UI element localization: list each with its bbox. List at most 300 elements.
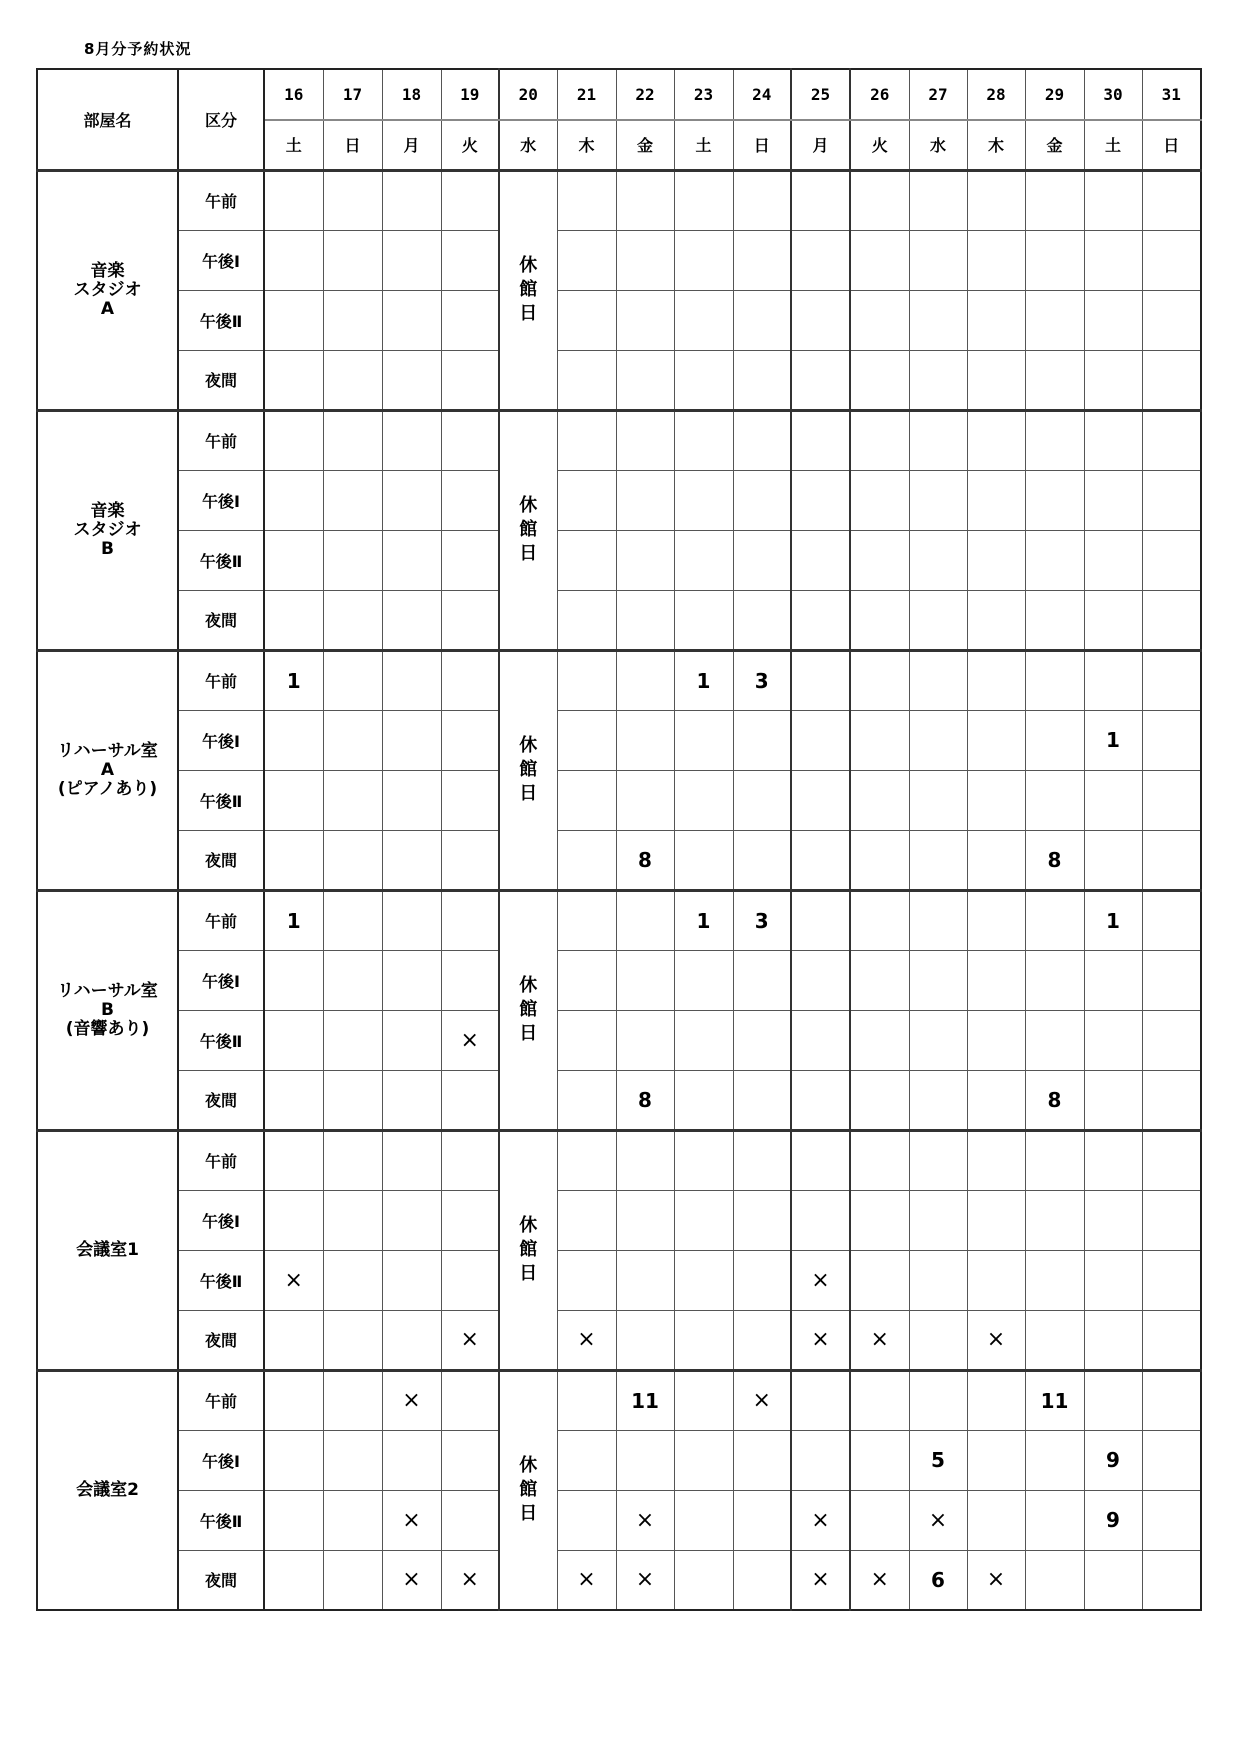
reservation-cell xyxy=(733,950,791,1010)
reservation-cell xyxy=(1025,650,1084,710)
room-name-line: A xyxy=(100,759,115,780)
reservation-cell: × xyxy=(616,1490,674,1550)
reservation-cell xyxy=(264,1190,323,1250)
reservation-cell xyxy=(733,1250,791,1310)
page-title: 8月分予約状況 xyxy=(84,40,192,58)
reservation-cell xyxy=(616,1250,674,1310)
reservation-cell xyxy=(441,1190,499,1250)
reservation-cell xyxy=(557,170,616,230)
time-slot-label: 午前 xyxy=(178,1130,264,1190)
date-header: 20 xyxy=(499,69,557,120)
reservation-cell xyxy=(791,1070,850,1130)
table-row xyxy=(37,1130,1201,1190)
reservation-cell xyxy=(850,650,909,710)
reservation-cell xyxy=(382,590,441,650)
reservation-cell xyxy=(733,1070,791,1130)
reservation-cell xyxy=(850,1250,909,1310)
reservation-cell: 1 xyxy=(1084,890,1142,950)
table-row xyxy=(37,1370,1201,1430)
reservation-cell xyxy=(1142,890,1201,950)
reservation-cell xyxy=(967,1070,1025,1130)
reservation-cell: 11 xyxy=(616,1370,674,1430)
reservation-cell xyxy=(850,410,909,470)
table-row xyxy=(37,1250,1201,1310)
reservation-cell xyxy=(909,530,967,590)
reservation-cell xyxy=(557,410,616,470)
reservation-cell xyxy=(850,1190,909,1250)
date-header: 29 xyxy=(1025,69,1084,120)
reservation-cell xyxy=(557,1010,616,1070)
table-row xyxy=(37,1430,1201,1490)
reservation-cell xyxy=(323,830,382,890)
reservation-cell xyxy=(967,230,1025,290)
reservation-cell xyxy=(1084,590,1142,650)
reservation-cell xyxy=(441,1490,499,1550)
reservation-cell xyxy=(441,1070,499,1130)
time-slot-label: 午後Ⅱ xyxy=(178,1490,264,1550)
reservation-cell xyxy=(1084,1130,1142,1190)
reservation-cell xyxy=(674,350,733,410)
reservation-cell xyxy=(1025,470,1084,530)
reservation-cell xyxy=(441,890,499,950)
reservation-cell xyxy=(1084,770,1142,830)
closed-day-char: 休 xyxy=(519,495,538,516)
time-slot-label: 午後Ⅱ xyxy=(178,290,264,350)
reservation-cell xyxy=(850,470,909,530)
reservation-cell xyxy=(323,950,382,1010)
reservation-cell xyxy=(1084,1310,1142,1370)
reservation-cell xyxy=(441,1130,499,1190)
reservation-cell xyxy=(909,830,967,890)
reservation-cell xyxy=(967,830,1025,890)
slot-column-header: 区分 xyxy=(178,69,264,170)
time-slot-label: 午前 xyxy=(178,890,264,950)
time-slot-label: 午前 xyxy=(178,410,264,470)
reservation-cell xyxy=(264,1370,323,1430)
reservation-cell xyxy=(733,770,791,830)
reservation-cell xyxy=(1142,1490,1201,1550)
reservation-cell: 1 xyxy=(264,650,323,710)
reservation-cell xyxy=(1025,1550,1084,1610)
reservation-cell xyxy=(323,1250,382,1310)
reservation-cell xyxy=(909,1310,967,1370)
reservation-cell xyxy=(382,230,441,290)
reservation-cell xyxy=(1084,230,1142,290)
time-slot-label: 夜間 xyxy=(178,1070,264,1130)
reservation-cell xyxy=(616,530,674,590)
reservation-cell xyxy=(441,1430,499,1490)
weekday-header: 土 xyxy=(1084,120,1142,170)
reservation-cell xyxy=(1142,1250,1201,1310)
reservation-cell xyxy=(733,350,791,410)
reservation-cell: × xyxy=(441,1550,499,1610)
date-header: 17 xyxy=(323,69,382,120)
reservation-cell xyxy=(674,710,733,770)
closed-day-char: 日 xyxy=(519,783,538,804)
reservation-cell xyxy=(323,1010,382,1070)
reservation-cell: × xyxy=(382,1490,441,1550)
table-row xyxy=(37,290,1201,350)
reservation-cell xyxy=(1025,530,1084,590)
reservation-cell: × xyxy=(441,1010,499,1070)
reservation-cell xyxy=(850,1370,909,1430)
reservation-cell xyxy=(557,1130,616,1190)
reservation-cell xyxy=(733,710,791,770)
reservation-cell xyxy=(967,1250,1025,1310)
reservation-cell xyxy=(850,1130,909,1190)
reservation-cell: 8 xyxy=(616,830,674,890)
reservation-cell xyxy=(909,590,967,650)
reservation-cell: 3 xyxy=(733,650,791,710)
date-header: 26 xyxy=(850,69,909,120)
reservation-cell xyxy=(1084,410,1142,470)
table-row xyxy=(37,650,1201,710)
reservation-cell xyxy=(967,1370,1025,1430)
closed-day-char: 日 xyxy=(519,1503,538,1525)
reservation-cell xyxy=(441,470,499,530)
reservation-cell xyxy=(264,770,323,830)
reservation-cell xyxy=(967,650,1025,710)
room-column-header: 部屋名 xyxy=(37,69,178,170)
reservation-cell xyxy=(909,1070,967,1130)
closed-day-cell xyxy=(499,1370,557,1610)
reservation-cell xyxy=(557,770,616,830)
closed-day-char: 館 xyxy=(519,1239,538,1260)
reservation-cell xyxy=(264,1010,323,1070)
reservation-cell xyxy=(674,590,733,650)
reservation-cell xyxy=(1025,890,1084,950)
reservation-cell xyxy=(1142,1130,1201,1190)
room-name xyxy=(37,410,178,650)
closed-day-cell xyxy=(499,410,557,650)
reservation-cell xyxy=(382,1130,441,1190)
closed-day-char: 館 xyxy=(519,999,538,1020)
weekday-header: 日 xyxy=(1142,120,1201,170)
reservation-cell xyxy=(1025,1310,1084,1370)
time-slot-label: 午後Ⅰ xyxy=(178,710,264,770)
reservation-cell xyxy=(264,530,323,590)
reservation-cell xyxy=(557,950,616,1010)
reservation-cell xyxy=(1025,590,1084,650)
reservation-cell xyxy=(850,1070,909,1130)
table-row xyxy=(37,770,1201,830)
date-header: 22 xyxy=(616,69,674,120)
reservation-cell xyxy=(557,650,616,710)
room-name-line: 音楽 xyxy=(90,260,125,281)
weekday-header: 金 xyxy=(1025,120,1084,170)
table-row xyxy=(37,410,1201,470)
reservation-cell xyxy=(791,950,850,1010)
reservation-cell xyxy=(323,230,382,290)
reservation-cell xyxy=(1084,170,1142,230)
reservation-cell xyxy=(1142,1370,1201,1430)
reservation-cell xyxy=(557,890,616,950)
table-row xyxy=(37,710,1201,770)
reservation-cell xyxy=(323,1070,382,1130)
reservation-cell xyxy=(674,170,733,230)
reservation-cell xyxy=(1084,530,1142,590)
reservation-cell xyxy=(264,1490,323,1550)
reservation-cell: × xyxy=(850,1550,909,1610)
reservation-cell xyxy=(323,530,382,590)
reservation-cell xyxy=(557,350,616,410)
reservation-cell xyxy=(1084,290,1142,350)
date-header: 18 xyxy=(382,69,441,120)
weekday-header: 月 xyxy=(382,120,441,170)
reservation-cell xyxy=(441,650,499,710)
reservation-cell xyxy=(791,1130,850,1190)
reservation-cell xyxy=(323,590,382,650)
reservation-cell xyxy=(441,350,499,410)
reservation-cell: 8 xyxy=(1025,830,1084,890)
reservation-cell xyxy=(323,1190,382,1250)
date-header: 25 xyxy=(791,69,850,120)
weekday-header: 水 xyxy=(909,120,967,170)
reservation-cell xyxy=(616,1430,674,1490)
reservation-cell xyxy=(909,890,967,950)
time-slot-label: 夜間 xyxy=(178,1310,264,1370)
reservation-cell xyxy=(441,170,499,230)
reservation-cell xyxy=(1142,1310,1201,1370)
reservation-cell xyxy=(791,650,850,710)
table-row xyxy=(37,890,1201,950)
reservation-cell xyxy=(674,1130,733,1190)
table-row xyxy=(37,830,1201,890)
reservation-cell xyxy=(791,170,850,230)
date-header: 23 xyxy=(674,69,733,120)
reservation-cell xyxy=(382,170,441,230)
reservation-cell xyxy=(382,530,441,590)
reservation-cell: × xyxy=(557,1310,616,1370)
reservation-cell xyxy=(382,950,441,1010)
reservation-cell xyxy=(1142,1010,1201,1070)
reservation-cell xyxy=(967,1190,1025,1250)
reservation-cell xyxy=(264,710,323,770)
reservation-cell xyxy=(264,590,323,650)
reservation-cell xyxy=(674,770,733,830)
weekday-header: 日 xyxy=(323,120,382,170)
reservation-cell xyxy=(1142,830,1201,890)
time-slot-label: 午後Ⅰ xyxy=(178,470,264,530)
reservation-cell xyxy=(967,530,1025,590)
reservation-cell xyxy=(850,890,909,950)
reservation-cell xyxy=(674,1550,733,1610)
reservation-cell: × xyxy=(382,1550,441,1610)
reservation-cell xyxy=(967,1430,1025,1490)
reservation-cell xyxy=(323,1550,382,1610)
table-row xyxy=(37,470,1201,530)
reservation-cell xyxy=(791,590,850,650)
reservation-cell xyxy=(264,830,323,890)
reservation-cell xyxy=(967,290,1025,350)
time-slot-label: 午後Ⅰ xyxy=(178,950,264,1010)
closed-day-char: 休 xyxy=(519,1455,538,1477)
reservation-cell xyxy=(674,1250,733,1310)
reservation-cell xyxy=(441,830,499,890)
reservation-cell xyxy=(850,350,909,410)
reservation-cell xyxy=(1084,470,1142,530)
weekday-header: 金 xyxy=(616,120,674,170)
reservation-cell xyxy=(674,1190,733,1250)
room-name xyxy=(37,650,178,890)
reservation-cell xyxy=(616,770,674,830)
time-slot-label: 午前 xyxy=(178,170,264,230)
reservation-cell xyxy=(557,1490,616,1550)
reservation-cell xyxy=(323,770,382,830)
reservation-cell xyxy=(557,1250,616,1310)
reservation-cell: × xyxy=(850,1310,909,1370)
reservation-cell xyxy=(323,1430,382,1490)
reservation-cell xyxy=(674,410,733,470)
reservation-cell xyxy=(674,1310,733,1370)
reservation-cell xyxy=(616,170,674,230)
reservation-cell xyxy=(616,1310,674,1370)
reservation-cell xyxy=(1142,530,1201,590)
reservation-cell xyxy=(382,1010,441,1070)
time-slot-label: 午後Ⅰ xyxy=(178,1430,264,1490)
reservation-cell xyxy=(1142,350,1201,410)
reservation-cell xyxy=(909,950,967,1010)
reservation-cell xyxy=(967,1490,1025,1550)
reservation-cell xyxy=(791,1010,850,1070)
reservation-cell xyxy=(557,710,616,770)
room-name-line: (ピアノあり) xyxy=(57,778,158,799)
reservation-cell: × xyxy=(791,1490,850,1550)
reservation-cell xyxy=(557,1430,616,1490)
reservation-cell xyxy=(441,950,499,1010)
closed-day-cell xyxy=(499,1130,557,1370)
reservation-cell xyxy=(1025,290,1084,350)
table-row xyxy=(37,1010,1201,1070)
reservation-cell xyxy=(1142,1070,1201,1130)
reservation-cell xyxy=(264,1310,323,1370)
schedule-body xyxy=(37,170,1201,1610)
weekday-header: 木 xyxy=(967,120,1025,170)
table-row xyxy=(37,950,1201,1010)
room-name-line: スタジオ xyxy=(73,519,142,540)
reservation-cell xyxy=(1084,1010,1142,1070)
reservation-cell xyxy=(264,1430,323,1490)
reservation-cell xyxy=(733,530,791,590)
reservation-cell xyxy=(264,1070,323,1130)
reservation-cell xyxy=(441,1370,499,1430)
reservation-cell xyxy=(382,410,441,470)
closed-day-cell xyxy=(499,890,557,1130)
reservation-cell xyxy=(616,290,674,350)
reservation-cell xyxy=(1025,1490,1084,1550)
reservation-cell xyxy=(909,290,967,350)
date-header: 21 xyxy=(557,69,616,120)
reservation-cell xyxy=(967,1130,1025,1190)
reservation-cell xyxy=(1025,710,1084,770)
reservation-cell xyxy=(557,1370,616,1430)
reservation-cell xyxy=(616,590,674,650)
reservation-cell xyxy=(909,1190,967,1250)
reservation-cell: × xyxy=(616,1550,674,1610)
closed-day-char: 休 xyxy=(519,975,538,996)
date-header: 16 xyxy=(264,69,323,120)
reservation-cell xyxy=(441,230,499,290)
reservation-cell xyxy=(557,530,616,590)
reservation-cell xyxy=(323,710,382,770)
weekday-header: 月 xyxy=(791,120,850,170)
reservation-cell xyxy=(674,290,733,350)
reservation-cell xyxy=(967,890,1025,950)
time-slot-label: 夜間 xyxy=(178,1550,264,1610)
time-slot-label: 午前 xyxy=(178,1370,264,1430)
reservation-cell xyxy=(850,530,909,590)
reservation-cell xyxy=(1084,1550,1142,1610)
table-row xyxy=(37,1310,1201,1370)
reservation-cell xyxy=(733,1130,791,1190)
reservation-cell xyxy=(1025,410,1084,470)
reservation-cell: × xyxy=(441,1310,499,1370)
reservation-cell xyxy=(733,1430,791,1490)
reservation-cell xyxy=(909,650,967,710)
closed-day-char: 館 xyxy=(519,279,538,300)
reservation-cell xyxy=(909,230,967,290)
weekday-header: 日 xyxy=(733,120,791,170)
reservation-cell xyxy=(674,1070,733,1130)
closed-day-char: 日 xyxy=(519,543,538,564)
reservation-cell xyxy=(382,1430,441,1490)
reservation-cell xyxy=(1025,1010,1084,1070)
reservation-cell xyxy=(382,1190,441,1250)
reservation-cell xyxy=(1142,1190,1201,1250)
room-name-line: 音楽 xyxy=(90,500,125,521)
date-header: 31 xyxy=(1142,69,1201,120)
reservation-cell xyxy=(616,410,674,470)
reservation-cell xyxy=(616,950,674,1010)
reservation-cell xyxy=(967,470,1025,530)
reservation-cell xyxy=(382,650,441,710)
reservation-cell xyxy=(850,770,909,830)
reservation-cell xyxy=(441,710,499,770)
closed-day-char: 館 xyxy=(519,519,538,540)
reservation-cell xyxy=(1025,770,1084,830)
reservation-cell xyxy=(1142,650,1201,710)
room-name-line: スタジオ xyxy=(73,279,142,300)
reservation-cell xyxy=(1084,650,1142,710)
time-slot-label: 午後Ⅱ xyxy=(178,530,264,590)
reservation-cell xyxy=(557,590,616,650)
reservation-cell xyxy=(323,1370,382,1430)
date-header: 30 xyxy=(1084,69,1142,120)
weekday-header: 火 xyxy=(441,120,499,170)
reservation-cell xyxy=(382,710,441,770)
reservation-cell xyxy=(1025,1250,1084,1310)
reservation-cell xyxy=(850,950,909,1010)
closed-day-char: 休 xyxy=(519,255,538,276)
date-header: 28 xyxy=(967,69,1025,120)
reservation-cell xyxy=(441,770,499,830)
room-name-line: A xyxy=(100,298,115,319)
reservation-cell xyxy=(733,1550,791,1610)
reservation-cell xyxy=(909,170,967,230)
reservation-cell xyxy=(967,590,1025,650)
reservation-cell xyxy=(1025,170,1084,230)
reservation-cell xyxy=(323,1130,382,1190)
closed-day-char: 休 xyxy=(519,735,538,756)
room-name xyxy=(37,170,178,410)
reservation-cell xyxy=(909,1250,967,1310)
reservation-cell xyxy=(264,470,323,530)
reservation-cell xyxy=(967,710,1025,770)
room-name xyxy=(37,890,178,1130)
room-name-line: B xyxy=(101,538,114,559)
time-slot-label: 午前 xyxy=(178,650,264,710)
reservation-cell xyxy=(1084,1370,1142,1430)
